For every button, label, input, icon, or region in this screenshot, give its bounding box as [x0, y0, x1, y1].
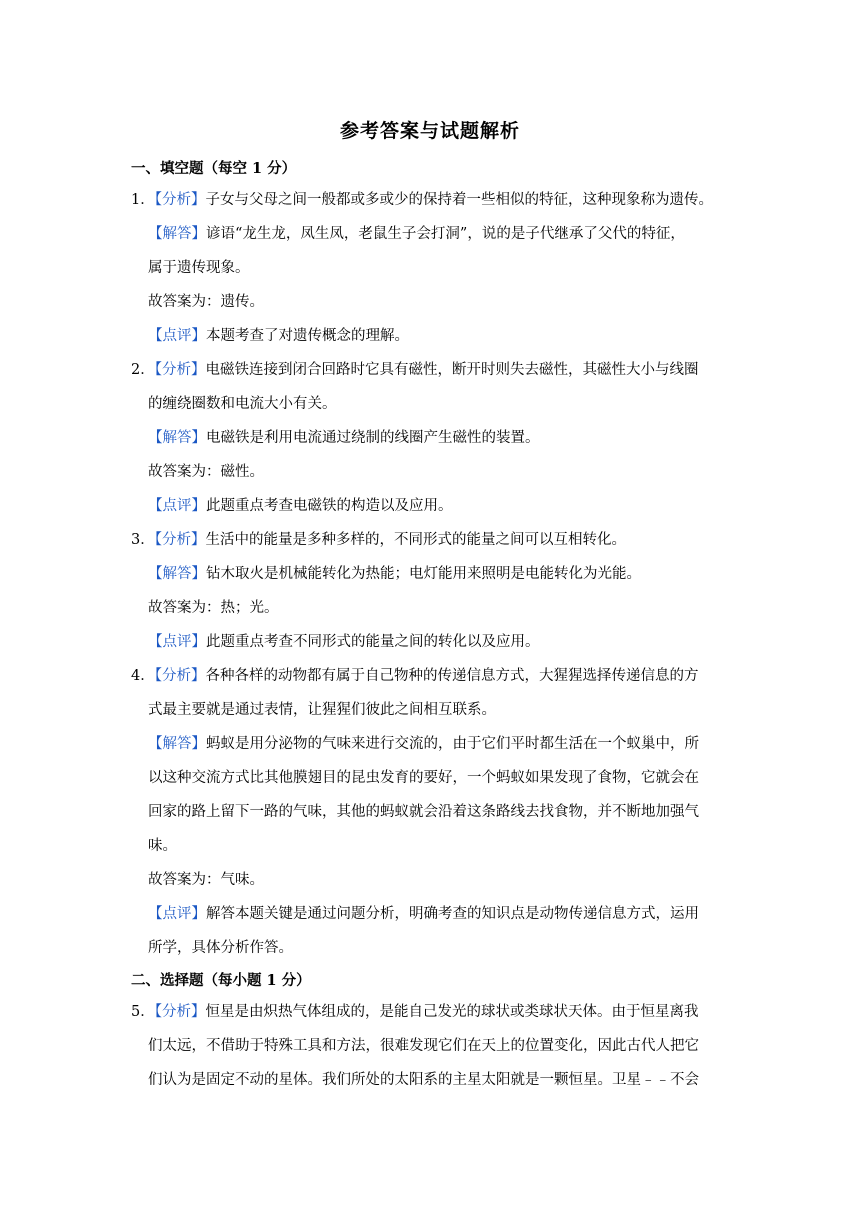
q2-comment-line: [148, 496, 453, 516]
q4-comment-text-2: 所学，具体分析作答。: [148, 940, 293, 956]
answer-tag: 【解答】: [148, 736, 206, 752]
q3-result: 故答案为：热；光。: [148, 600, 279, 616]
answer-tag: 【解答】: [148, 430, 206, 446]
q3-number: 3．: [131, 532, 155, 548]
q4-answer-line: [148, 734, 699, 754]
q5-analysis-text-3: 们认为是固定不动的星体。我们所处的太阳系的主星太阳就是一颗恒星。卫星﹣﹣不会: [148, 1072, 699, 1088]
q5-analysis-text: 恒星是由炽热气体组成的，是能自己发光的球状或类球状天体。由于恒星离我: [205, 1004, 699, 1020]
q2-analysis-text: 电磁铁连接到闭合回路时它具有磁性，断开时则失去磁性，其磁性大小与线圈: [205, 362, 699, 378]
analysis-tag: 【分析】: [154, 1004, 206, 1020]
section-heading-choice: 二、选择题（每小题 1 分）: [131, 972, 311, 989]
q1-answer-text: 谚语“龙生龙，凤生凤，老鼠生子会打洞”，说的是子代继承了父代的特征，: [206, 226, 685, 242]
q3-comment-text: 此题重点考查不同形式的能量之间的转化以及应用。: [206, 634, 540, 650]
q1-analysis-text: 子女与父母之间一般都或多或少的保持着一些相似的特征，这种现象称为遗传。: [205, 192, 713, 208]
comment-tag: 【点评】: [148, 634, 206, 650]
q4-answer-text-4: 味。: [148, 838, 177, 854]
comment-tag: 【点评】: [148, 906, 206, 922]
q3-analysis-text: 生活中的能量是多种多样的，不同形式的能量之间可以互相转化。: [205, 532, 626, 548]
q4-comment-line: [148, 904, 699, 924]
q4-answer-text: 蚂蚁是用分泌物的气味来进行交流的，由于它们平时都生活在一个蚁巢中，所: [206, 736, 699, 752]
section-heading-fill-blank: 一、填空题（每空 1 分）: [131, 160, 297, 177]
analysis-tag: 【分析】: [154, 362, 206, 378]
q4-result: 故答案为：气味。: [148, 872, 264, 888]
q4-answer-text-2: 以这种交流方式比其他膜翅目的昆虫发育的要好，一个蚂蚁如果发现了食物，它就会在: [148, 770, 699, 786]
q1-answer-text-2: 属于遗传现象。: [148, 260, 250, 276]
q5-analysis-line: [131, 1002, 698, 1022]
q3-analysis-line: [131, 530, 626, 550]
q5-analysis-text-2: 们太远，不借助于特殊工具和方法，很难发现它们在天上的位置变化，因此古代人把它: [148, 1038, 699, 1054]
q2-analysis-text-2: 的缠绕圈数和电流大小有关。: [148, 396, 337, 412]
q2-result: 故答案为：磁性。: [148, 464, 264, 480]
q3-answer-text: 钻木取火是机械能转化为热能；电灯能用来照明是电能转化为光能。: [206, 566, 641, 582]
q4-analysis-text-2: 式最主要就是通过表情，让猩猩们彼此之间相互联系。: [148, 702, 496, 718]
q5-number: 5．: [131, 1004, 155, 1020]
page-title: 参考答案与试题解析: [339, 120, 520, 142]
comment-tag: 【点评】: [148, 328, 206, 344]
q1-comment-line: [148, 326, 409, 346]
q2-comment-text: 此题重点考查电磁铁的构造以及应用。: [206, 498, 453, 514]
q2-analysis-line: [131, 360, 698, 380]
analysis-tag: 【分析】: [154, 532, 206, 548]
analysis-tag: 【分析】: [154, 192, 206, 208]
answer-tag: 【解答】: [148, 566, 206, 582]
q1-analysis-line: [131, 190, 713, 210]
q4-comment-text: 解答本题关键是通过问题分析，明确考查的知识点是动物传递信息方式，运用: [206, 906, 699, 922]
q1-answer-line: [148, 224, 685, 244]
q1-comment-text: 本题考查了对遗传概念的理解。: [206, 328, 409, 344]
q4-answer-text-3: 回家的路上留下一路的气味，其他的蚂蚁就会沿着这条路线去找食物，并不断地加强气: [148, 804, 699, 820]
answer-tag: 【解答】: [148, 226, 206, 242]
q4-analysis-line: [131, 666, 698, 686]
q2-answer-line: [148, 428, 540, 448]
q1-number: 1．: [131, 192, 155, 208]
q3-answer-line: [148, 564, 641, 584]
q4-number: 4．: [131, 668, 155, 684]
q2-number: 2．: [131, 362, 155, 378]
comment-tag: 【点评】: [148, 498, 206, 514]
q3-comment-line: [148, 632, 540, 652]
analysis-tag: 【分析】: [154, 668, 206, 684]
q2-answer-text: 电磁铁是利用电流通过绕制的线圈产生磁性的装置。: [206, 430, 540, 446]
q1-result: 故答案为：遗传。: [148, 294, 264, 310]
q4-analysis-text: 各种各样的动物都有属于自己物种的传递信息方式，大猩猩选择传递信息的方: [205, 668, 699, 684]
